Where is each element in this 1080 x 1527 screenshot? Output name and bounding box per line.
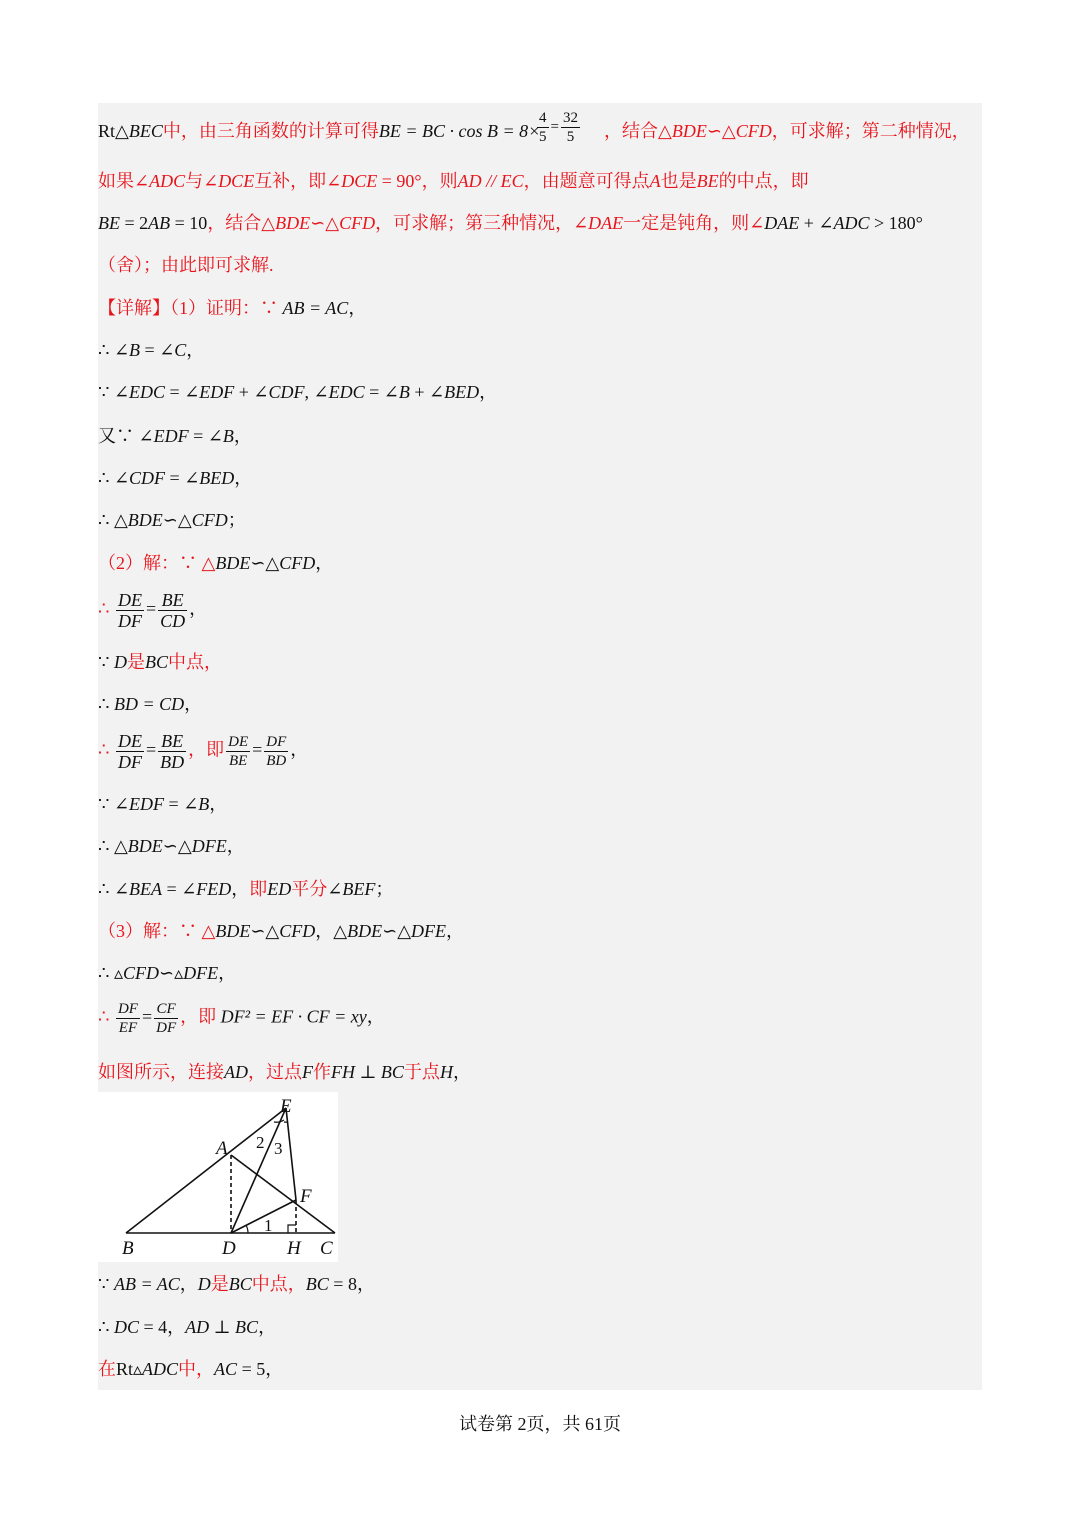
text-run: 互补，即∠ — [254, 171, 342, 191]
angle-2-arc — [274, 1120, 284, 1122]
bisector-line — [98, 877, 393, 901]
fraction-be-cd: $\frac{BE}{CD}$ — [160, 590, 186, 631]
text-run: BDE∽ — [215, 921, 266, 941]
therefore-symbol: ∴ — [98, 598, 110, 619]
text-run: FED — [196, 879, 232, 899]
label-d: D — [222, 1238, 236, 1259]
triangle-diagram — [98, 1092, 338, 1262]
text-run: BC — [144, 652, 168, 672]
text-run: AB — [148, 213, 171, 233]
text-run: BE = BC · cos B = 8× — [378, 121, 541, 141]
text-run: 的中点，即 — [718, 171, 809, 191]
therefore-symbol: ∴ — [98, 739, 110, 760]
ie-text: ，即 — [188, 739, 225, 760]
text-run: 中点， — [251, 1274, 306, 1294]
ratio-line-1 — [98, 590, 207, 631]
text-run: = ∠ — [140, 340, 175, 360]
part-3-heading-line — [98, 919, 464, 943]
text-run: ， — [226, 836, 245, 856]
text-run: B — [198, 794, 210, 814]
text-run: = ∠ — [165, 468, 200, 488]
proof-line-angle-b-c — [98, 338, 204, 362]
text-run: DFE — [183, 963, 219, 983]
text-run: F — [302, 1062, 313, 1082]
text-run: + ∠ — [234, 382, 269, 402]
fraction-cf-df: $\frac{CF}{DF}$ — [156, 1001, 177, 1036]
text-run: CFD — [735, 121, 772, 141]
similar-cfd-dfe-line — [98, 961, 236, 985]
ratio-line-3 — [98, 1000, 385, 1037]
text-run: BDE∽ — [215, 553, 266, 573]
therefore-symbol: ∴ — [98, 1006, 110, 1027]
text-run: ∵ — [98, 1274, 114, 1294]
label-b: B — [122, 1238, 134, 1259]
text-run: △ — [265, 553, 280, 573]
text-run: 作 — [313, 1062, 331, 1082]
text-run: ； — [227, 510, 246, 530]
text-run: ，过点 — [248, 1062, 302, 1082]
solution-line-1 — [98, 119, 540, 143]
text-run: DAE — [588, 213, 624, 233]
fraction-df-ef: $\frac{DF}{EF}$ — [117, 1001, 138, 1036]
text-run: 中点， — [167, 652, 222, 672]
text-run: ， — [218, 963, 237, 983]
text-run: C — [174, 340, 187, 360]
text-run: ， — [179, 1274, 198, 1294]
text-run: DCE — [341, 171, 378, 191]
text-run: 一定是钝角，则∠ — [623, 213, 765, 233]
construction-line — [98, 1060, 471, 1084]
text-run: D — [113, 652, 127, 672]
label-a: A — [216, 1138, 228, 1159]
text-run: = 5， — [237, 1359, 284, 1379]
text-run: ， — [186, 340, 205, 360]
fraction-de-be: $\frac{DE}{BE}$ — [228, 734, 249, 769]
bd-cd-line — [98, 692, 202, 716]
text-run: （舍）；由此即可求解. — [98, 255, 274, 275]
text-run: CDF — [268, 382, 305, 402]
text-run: △ — [177, 836, 192, 856]
page-footer: 试卷第 2页，共 61页 — [459, 1414, 621, 1434]
text-run: ∴ △ — [98, 836, 128, 856]
text-run: ， — [348, 298, 367, 318]
text-run: = ∠ — [364, 382, 399, 402]
text-run: B — [129, 340, 141, 360]
text-run: ▵ — [174, 963, 184, 983]
text-run: FH ⊥ BC — [331, 1062, 404, 1082]
angle-edf-b-line — [98, 792, 227, 816]
text-run: △ — [397, 921, 412, 941]
text-run: ， — [315, 553, 334, 573]
text-run: 中， — [178, 1359, 215, 1379]
text-run: ∴ ∠ — [98, 468, 130, 488]
ratio-line-2 — [98, 731, 308, 772]
text-run: ， — [479, 382, 498, 402]
text-run: 也是 — [660, 171, 697, 191]
text-run: ∵ ∠ — [98, 382, 130, 402]
text-run: BE — [98, 213, 120, 233]
proof-line-angle-edf — [98, 424, 252, 448]
text-run: ， — [258, 1317, 277, 1337]
text-run: BDE∽ — [347, 921, 398, 941]
text-run: B — [398, 382, 410, 402]
solution-line-1-continued — [604, 119, 970, 143]
right-triangle-line — [98, 1357, 283, 1381]
label-angle-1: 1 — [264, 1216, 273, 1235]
solution-line-3 — [98, 211, 923, 235]
solution-line-2 — [98, 169, 809, 193]
text-run: ，可求解；第三种情况，∠ — [375, 213, 589, 233]
solution-line-4 — [98, 253, 274, 277]
segment-be — [126, 1108, 286, 1233]
text-run: ED — [267, 879, 292, 899]
segment-de — [231, 1108, 286, 1233]
text-run: ， — [231, 879, 250, 899]
text-run: 又∵ ∠ — [98, 426, 154, 446]
text-run: 即 — [249, 879, 268, 899]
text-run: DFE — [191, 836, 227, 856]
text-run: 于点 — [403, 1062, 440, 1082]
fraction-32-5: $\frac{32}{5}$ — [562, 110, 578, 145]
text-run: D — [197, 1274, 211, 1294]
text-run: = 8， — [328, 1274, 375, 1294]
text-run: 如图所示，连接 — [98, 1062, 224, 1082]
text-run: ∠ — [327, 879, 343, 899]
text-run: ， — [233, 426, 252, 446]
text-run: CFD — [279, 553, 316, 573]
text-run: ADC — [149, 171, 186, 191]
text-run: EDC — [129, 382, 166, 402]
text-run: CFD — [279, 921, 316, 941]
text-run: CFD∽ — [123, 963, 175, 983]
equals-sign: = — [145, 739, 157, 760]
geometry-figure — [98, 1092, 338, 1262]
text-run: AD // EC — [457, 171, 524, 191]
comma: ， — [366, 1006, 385, 1027]
text-run: EDF — [129, 794, 165, 814]
label-angle-2: 2 — [256, 1133, 265, 1152]
text-run: = 2 — [120, 213, 149, 233]
text-run: ； — [375, 879, 394, 899]
text-run: ∵ ∠ — [98, 794, 130, 814]
part-2-heading-line — [98, 551, 333, 575]
text-run: BDE∽ — [275, 213, 326, 233]
text-run: > 180° — [869, 213, 923, 233]
line1-fractions — [535, 109, 582, 146]
text-run: ∵ — [98, 652, 114, 672]
text-run: CDF — [129, 468, 166, 488]
text-run: Rt△ — [98, 121, 129, 141]
text-run: BED — [444, 382, 480, 402]
text-run: △ — [325, 213, 340, 233]
text-run: BC — [228, 1274, 252, 1294]
text-run: ， — [452, 1062, 471, 1082]
text-run: ∴ △ — [98, 510, 128, 530]
text-run: ，可求解；第二种情况， — [771, 121, 970, 141]
text-run: = ∠ — [164, 794, 199, 814]
text-run: + ∠ — [409, 382, 445, 402]
text-run: = ∠ — [188, 426, 223, 446]
text-run: ，由题意可得点 — [523, 171, 650, 191]
text-run: ADC — [142, 1359, 179, 1379]
comma: ， — [189, 598, 208, 619]
fraction-de-df: $\frac{DE}{DF}$ — [117, 590, 142, 631]
text-run: AB = AC — [282, 298, 349, 318]
fraction-4-5: $\frac{4}{5}$ — [539, 110, 547, 145]
text-run: ， — [234, 468, 253, 488]
proof-line-similar-1 — [98, 508, 246, 532]
text-run: BC — [305, 1274, 329, 1294]
text-run: BEF — [342, 879, 376, 899]
segment-ac — [231, 1155, 335, 1233]
fraction-de-df: $\frac{DE}{DF}$ — [117, 731, 142, 772]
equals-sign: = — [145, 598, 157, 619]
text-run: A — [649, 171, 661, 191]
text-run: 是 — [126, 652, 145, 672]
equals-sign: = — [550, 118, 559, 135]
text-run: 如果∠ — [98, 171, 150, 191]
ie-text: ，即 — [180, 1006, 217, 1027]
proof-line-angle-edc — [98, 380, 497, 404]
similar-bde-dfe-line — [98, 834, 245, 858]
text-run: ∴ — [98, 694, 114, 714]
given-line — [98, 1272, 375, 1296]
text-run: DAE — [764, 213, 800, 233]
text-run: BDE∽ — [127, 836, 178, 856]
text-run: ∴ ∠ — [98, 879, 130, 899]
text-run: Rt▵ — [116, 1359, 143, 1379]
text-run: EDC — [328, 382, 365, 402]
text-run: 【详解】 — [98, 298, 170, 318]
text-run: = ∠ — [165, 382, 200, 402]
text-run: EDF — [153, 426, 189, 446]
text-run: △ — [265, 921, 280, 941]
text-run: ADC — [833, 213, 870, 233]
text-run: BEA — [129, 879, 163, 899]
text-run: ， — [184, 694, 203, 714]
text-run: BED — [199, 468, 235, 488]
proof-line-angle-cdf — [98, 466, 252, 490]
text-run: 是 — [210, 1274, 229, 1294]
fraction-be-bd: $\frac{BE}{BD}$ — [160, 731, 185, 772]
angle-1-arc — [246, 1225, 248, 1233]
fraction-df-bd: $\frac{DF}{BD}$ — [266, 734, 287, 769]
text-run: EDF — [199, 382, 235, 402]
text-run: B — [222, 426, 234, 446]
text-run: BEC — [128, 121, 163, 141]
text-run: + ∠ — [799, 213, 834, 233]
text-run: AD ⊥ BC — [185, 1317, 259, 1337]
text-run: CFD — [339, 213, 376, 233]
text-run: = ∠ — [162, 879, 197, 899]
text-run: （3）解：∵ △ — [98, 921, 216, 941]
text-run: ， — [209, 794, 228, 814]
text-run: 在 — [98, 1359, 116, 1379]
text-run: , ∠ — [304, 382, 329, 402]
text-run: BD = CD — [113, 694, 185, 714]
text-run: AB = AC — [113, 1274, 180, 1294]
text-run: CFD — [191, 510, 228, 530]
text-run: BDE∽ — [671, 121, 722, 141]
text-run: BE — [696, 171, 719, 191]
text-run: DCE — [218, 171, 255, 191]
text-run: 与∠ — [185, 171, 219, 191]
text-run: = 90°，则 — [377, 171, 458, 191]
label-e: E — [280, 1096, 292, 1117]
label-c: C — [320, 1238, 333, 1259]
text-run: DFE — [411, 921, 447, 941]
text-run: AC — [214, 1359, 238, 1379]
text-run: DC — [113, 1317, 139, 1337]
text-run: ，结合△ — [207, 213, 276, 233]
equals-sign: = — [252, 739, 263, 760]
text-run: ∴ — [98, 1317, 114, 1337]
text-run: △ — [177, 510, 192, 530]
text-run: = 4， — [138, 1317, 186, 1337]
text-run: ，△ — [315, 921, 348, 941]
label-h: H — [287, 1238, 301, 1259]
text-run: ，结合△ — [604, 121, 672, 141]
text-run: （1）证明：∵ — [170, 298, 283, 318]
label-f: F — [300, 1186, 312, 1207]
midpoint-line — [98, 650, 222, 674]
comma: ， — [290, 739, 309, 760]
detail-heading-line — [98, 296, 366, 320]
text-run: = 10 — [170, 213, 208, 233]
dc-line — [98, 1315, 276, 1339]
df-squared-expression: DF² = EF · CF = xy — [220, 1006, 367, 1027]
text-run: BDE∽ — [127, 510, 178, 530]
text-run: △ — [721, 121, 736, 141]
text-run: 中，由三角函数的计算可得 — [162, 121, 379, 141]
text-run: （2）解：∵ △ — [98, 553, 216, 573]
text-run: ， — [446, 921, 465, 941]
text-run: ∴ ∠ — [98, 340, 130, 360]
text-run: AD — [224, 1062, 248, 1082]
label-angle-3: 3 — [274, 1139, 283, 1158]
text-run: ∴ ▵ — [98, 963, 123, 983]
text-run: 平分 — [291, 879, 328, 899]
right-angle-mark — [288, 1225, 296, 1233]
equals-sign: = — [141, 1006, 153, 1027]
text-run: H — [439, 1062, 453, 1082]
